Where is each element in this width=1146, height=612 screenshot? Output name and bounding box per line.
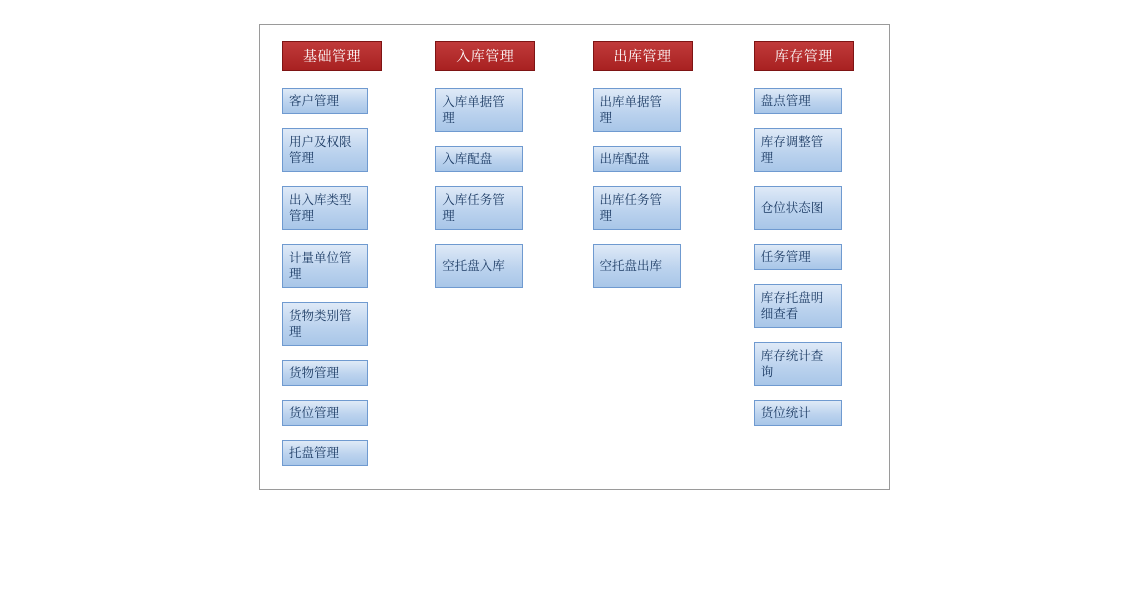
node-inventory-pallet-detail-view[interactable]: 库存托盘明细查看 (754, 284, 842, 328)
node-inventory-adjustment-management[interactable]: 库存调整管理 (754, 128, 842, 172)
node-empty-pallet-inbound[interactable]: 空托盘入库 (435, 244, 523, 288)
node-user-and-permission-management[interactable]: 用户及权限管理 (282, 128, 368, 172)
node-outbound-document-management[interactable]: 出库单据管理 (593, 88, 681, 132)
diagram-columns (260, 25, 889, 489)
node-empty-pallet-outbound[interactable]: 空托盘出库 (593, 244, 681, 288)
node-outbound-task-management[interactable]: 出库任务管理 (593, 186, 681, 230)
node-task-management[interactable]: 任务管理 (754, 244, 842, 270)
column-header-outbound-management[interactable]: 出库管理 (593, 41, 693, 71)
column-header-inventory-management[interactable]: 库存管理 (754, 41, 854, 71)
column-header-inbound-management[interactable]: 入库管理 (435, 41, 535, 71)
node-stocktaking-management[interactable]: 盘点管理 (754, 88, 842, 114)
node-inbound-outbound-type-management[interactable]: 出入库类型管理 (282, 186, 368, 230)
node-storage-location-statistics[interactable]: 货位统计 (754, 400, 842, 426)
node-inbound-pallet-allocation[interactable]: 入库配盘 (435, 146, 523, 172)
diagram-column-inventory-management (732, 41, 889, 489)
node-customer-management[interactable]: 客户管理 (282, 88, 368, 114)
diagram-column-basic-management (260, 41, 417, 489)
diagram-column-inbound-management (417, 41, 574, 489)
node-goods-management[interactable]: 货物管理 (282, 360, 368, 386)
node-warehouse-position-status-chart[interactable]: 仓位状态图 (754, 186, 842, 230)
node-inbound-document-management[interactable]: 入库单据管理 (435, 88, 523, 132)
node-outbound-pallet-allocation[interactable]: 出库配盘 (593, 146, 681, 172)
column-header-basic-management[interactable]: 基础管理 (282, 41, 382, 71)
diagram-frame (259, 24, 890, 490)
diagram-column-outbound-management (575, 41, 732, 489)
node-inventory-statistics-query[interactable]: 库存统计查询 (754, 342, 842, 386)
node-pallet-management[interactable]: 托盘管理 (282, 440, 368, 466)
node-storage-location-management[interactable]: 货位管理 (282, 400, 368, 426)
node-measurement-unit-management[interactable]: 计量单位管理 (282, 244, 368, 288)
node-goods-category-management[interactable]: 货物类别管理 (282, 302, 368, 346)
node-inbound-task-management[interactable]: 入库任务管理 (435, 186, 523, 230)
